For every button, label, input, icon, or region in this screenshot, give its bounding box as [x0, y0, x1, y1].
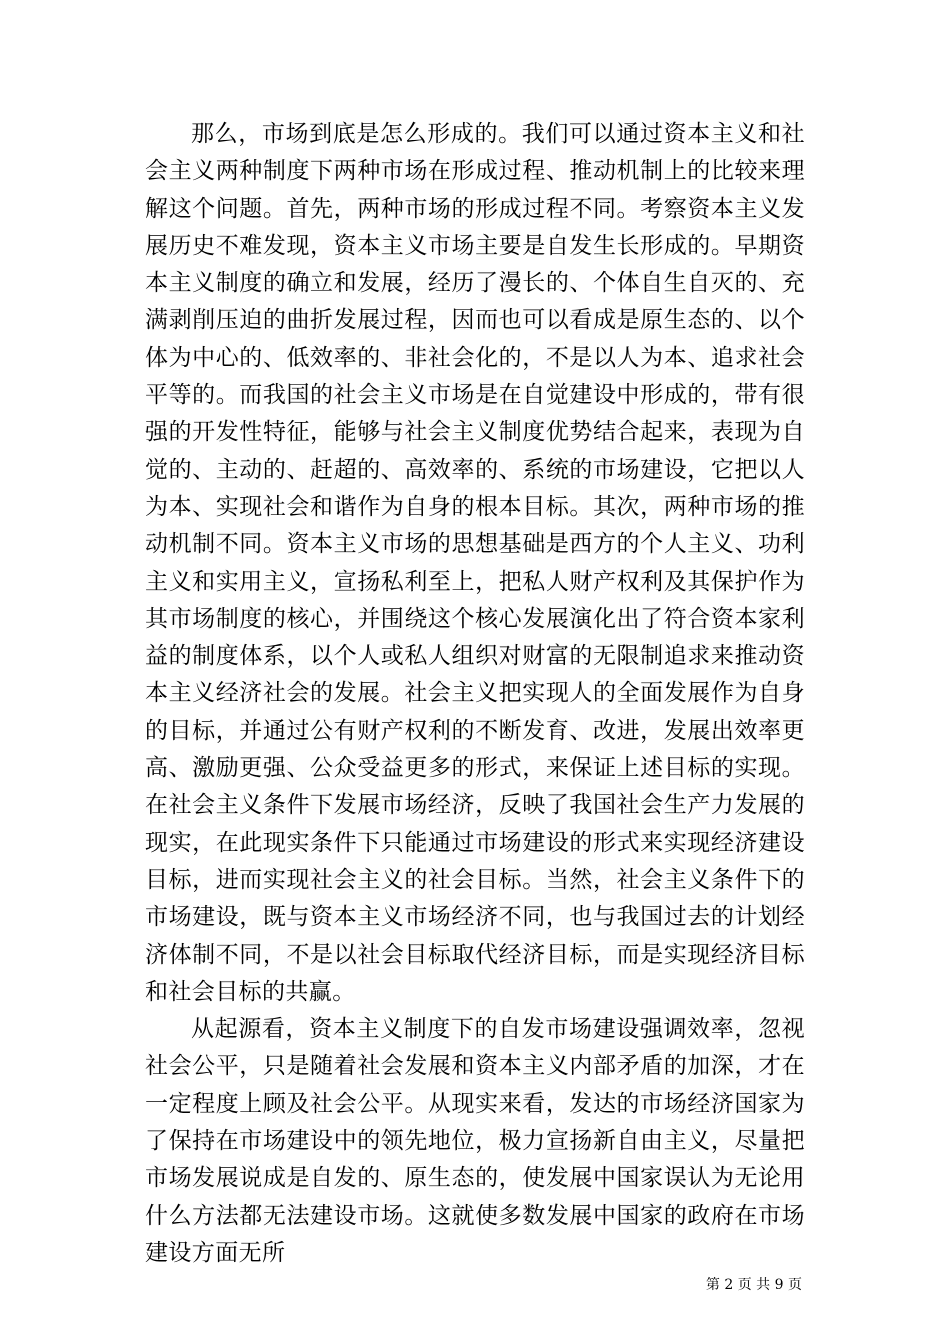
paragraph-origin-view: 从起源看，资本主义制度下的自发市场建设强调效率，忽视社会公平，只是随着社会发展和资本主义内部矛盾的加深，才在一定程度上顾及社会公平。从现实来看，发达的市场经济国家为了保持在市场建设中的领先地位，极力宣扬新自由主义，尽量把市场发展说成是自发的、原生态的，使发展中国家误认为无论用什么方法都无法建设市场。这就使多数发展中国家的政府在市场建设方面无所 [145, 1016, 805, 1266]
page-number-footer: 第 2 页 共 9 页 [705, 1277, 802, 1293]
paragraph-market-formation: 那么，市场到底是怎么形成的。我们可以通过资本主义和社会主义两种制度下两种市场在形成过程、推动机制上的比较来理解这个问题。首先，两种市场的形成过程不同。考察资本主义发展历史不难发现，资本主义市场主要是自发生长形成的。早期资本主义制度的确立和发展，经历了漫长的、个体自生自灭的、充满剥削压迫的曲折发展过程，因而也可以看成是原生态的、以个体为中心的、低效率的、非社会化的，不是以人为本、追求社会平等的。而我国的社会主义市场是在自觉建设中形成的，带有很强的开发性特征，能够与社会主义制度优势结合起来，表现为自觉的、主动的、赶超的、高效率的、系统的市场建设，它把以人为本、实现社会和谐作为自身的根本目标。其次，两种市场的推动机制不同。资本主义市场的思想基础是西方的个人主义、功利主义和实用主义，宣扬私利至上，把私人财产权利及其保护作为其市场制度的核心，并围绕这个核心发展演化出了符合资本家利益的制度体系，以个人或私人组织对财富的无限制追求来推动资本主义经济社会的发展。社会主义把实现人的全面发展作为自身的目标，并通过公有财产权利的不断发育、改进，发展出效率更高、激励更强、公众受益更多的形式，来保证上述目标的实现。在社会主义条件下发展市场经济，反映了我国社会生产力发展的现实，在此现实条件下只能通过市场建设的形式来实现经济建设目标，进而实现社会主义的社会目标。当然，社会主义条件下的市场建设，既与资本主义市场经济不同，也与我国过去的计划经济体制不同，不是以社会目标取代经济目标，而是实现经济目标和社会目标的共赢。 [145, 121, 805, 1005]
body-text [145, 116, 805, 1272]
